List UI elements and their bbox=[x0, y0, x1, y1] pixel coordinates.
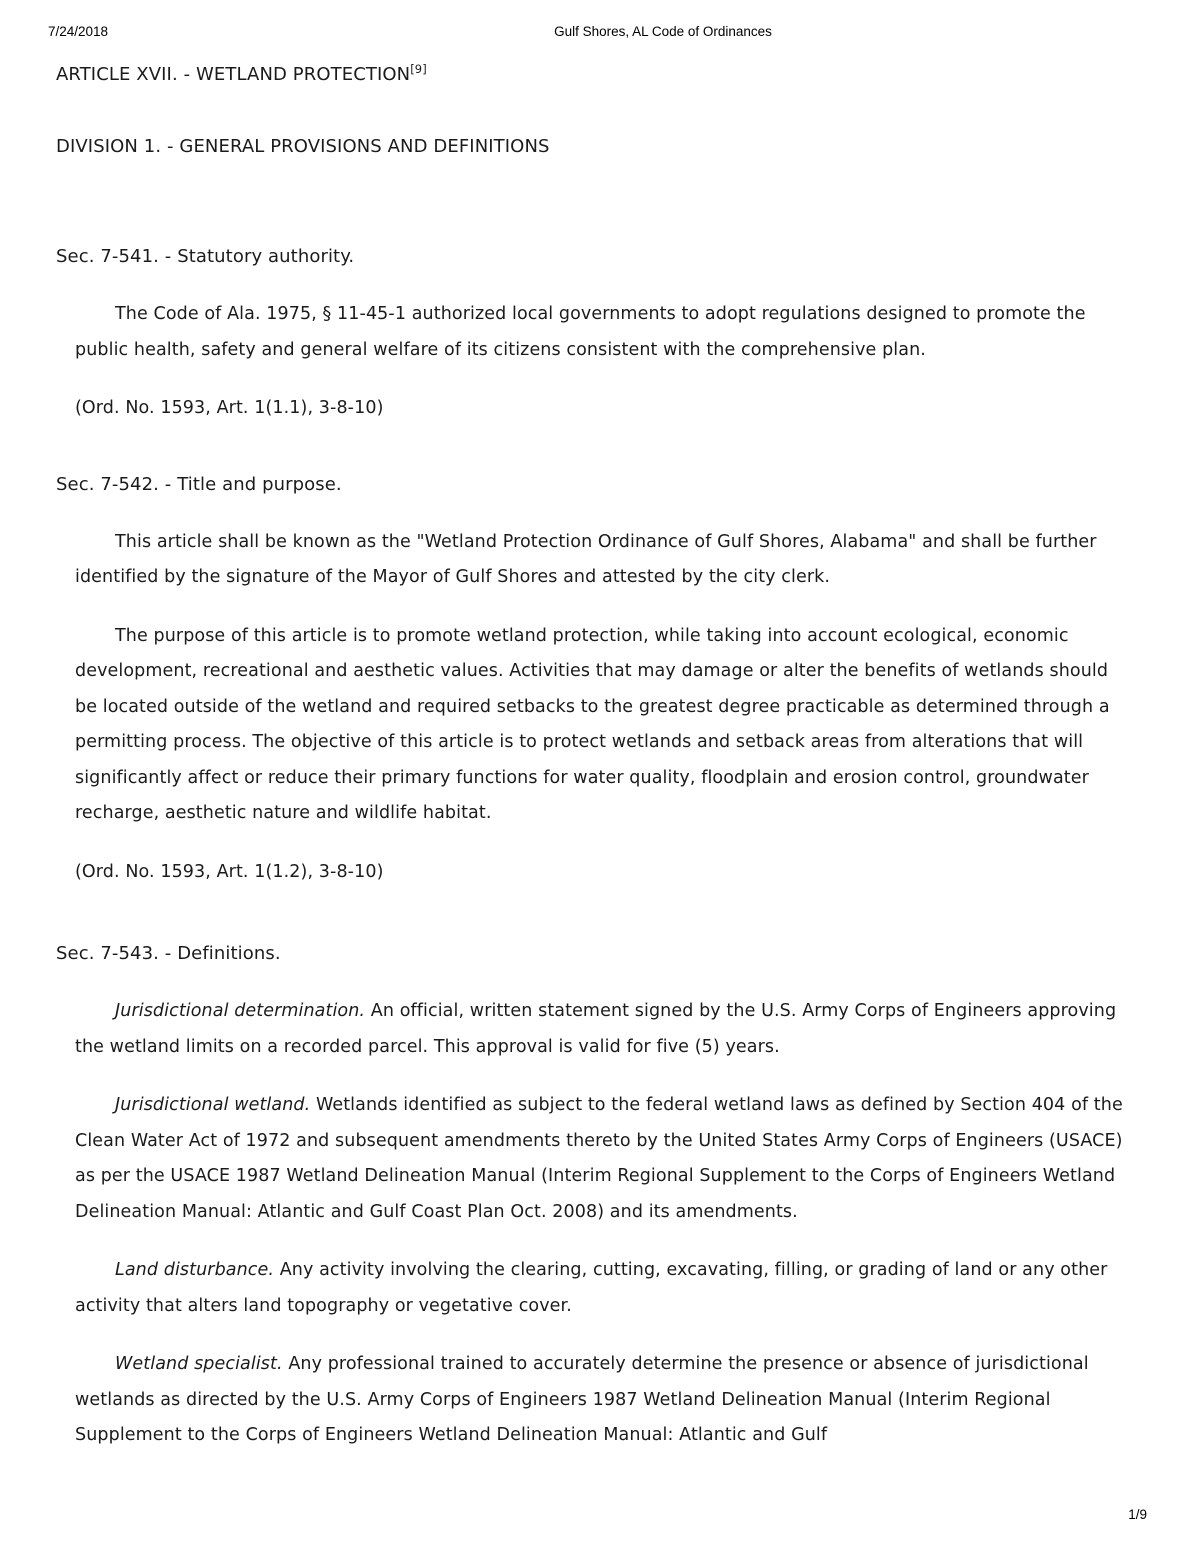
division-title: DIVISION 1. - GENERAL PROVISIONS AND DEFINITIONS bbox=[56, 136, 550, 157]
section-7-542-paragraph-1: This article shall be known as the "Wetland Protection Ordinance of Gulf Shores, Alabama" and shall be further identified by the signature of the Mayor of Gulf Shores and attested by the city clerk. bbox=[75, 531, 1097, 587]
page-number: 1/9 bbox=[1128, 1507, 1147, 1522]
section-7-541-ordinance-note: (Ord. No. 1593, Art. 1(1.1), 3-8-10) bbox=[75, 398, 384, 418]
article-title bbox=[56, 63, 1128, 87]
section-7-541 bbox=[56, 245, 1128, 427]
header-doc-title: Gulf Shores, AL Code of Ordinances bbox=[554, 24, 772, 39]
section-7-541-heading: Sec. 7-541. - Statutory authority. bbox=[56, 246, 355, 267]
header-date: 7/24/2018 bbox=[48, 24, 109, 39]
page-header bbox=[0, 0, 1200, 40]
definition-text: Any professional trained to accurately determine the presence or absence of jurisdictional wetlands as directed by the U.S. Army Corps of Engineers 1987 Wetland Delineation Manual (Interim Regional Supplement to the Corps of Engineers Wetland Delineation Manual: Atlantic and Gulf bbox=[75, 1354, 1089, 1445]
definition-text: An official, written statement signed by the U.S. Army Corps of Engineers approving the wetland limits on a recorded parcel. This approval is valid for five (5) years. bbox=[75, 1001, 1117, 1057]
section-7-543-heading: Sec. 7-543. - Definitions. bbox=[56, 943, 281, 964]
definition-wetland-specialist bbox=[75, 1347, 1128, 1454]
definition-text: Wetlands identified as subject to the federal wetland laws as defined by Section 404 of the Clean Water Act of 1972 and subsequent amendments thereto by the United States Army Corps of Engineers (USACE) as per the USACE 1987 Wetland Delineation Manual (Interim Regional Supplement to the Corps of Engineers Wetland Delineation Manual: Atlantic and Gulf Coast Plan Oct. 2008) and its amendments. bbox=[75, 1095, 1123, 1222]
article-title-text: ARTICLE XVII. - WETLAND PROTECTION bbox=[56, 64, 411, 85]
footnote-ref: [9] bbox=[410, 62, 427, 76]
section-7-542-paragraph-2: The purpose of this article is to promote wetland protection, while taking into account ecological, economic development, recreational and aesthetic values. Activities that may damage or alter the benefits of wetlands should be located outside of the wetland and required setbacks to the greatest degree practicable as determined through a permitting process. The objective of this article is to protect wetlands and setback areas from alterations that will significantly affect or reduce their primary functions for water quality, floodplain and erosion control, groundwater recharge, aesthetic nature and wildlife habitat. bbox=[75, 625, 1110, 823]
definition-term: Wetland specialist. bbox=[115, 1354, 283, 1374]
definition-text: Any activity involving the clearing, cutting, excavating, filling, or grading of land or any other activity that alters land topography or vegetative cover. bbox=[75, 1260, 1108, 1316]
definition-jurisdictional-wetland bbox=[75, 1088, 1128, 1230]
definition-land-disturbance bbox=[75, 1253, 1128, 1324]
section-7-541-paragraph: The Code of Ala. 1975, § 11-45-1 authorized local governments to adopt regulations designed to promote the public health, safety and general welfare of its citizens consistent with the comprehensive plan. bbox=[75, 304, 1086, 360]
definition-term: Jurisdictional wetland. bbox=[115, 1095, 311, 1115]
section-7-543 bbox=[56, 942, 1128, 1454]
definition-jurisdictional-determination bbox=[75, 994, 1128, 1065]
section-7-542-ordinance-note: (Ord. No. 1593, Art. 1(1.2), 3-8-10) bbox=[75, 861, 384, 882]
definition-term: Jurisdictional determination. bbox=[115, 1001, 366, 1021]
section-7-542 bbox=[56, 473, 1128, 891]
definition-term: Land disturbance. bbox=[115, 1260, 275, 1280]
section-7-542-heading: Sec. 7-542. - Title and purpose. bbox=[56, 473, 342, 495]
